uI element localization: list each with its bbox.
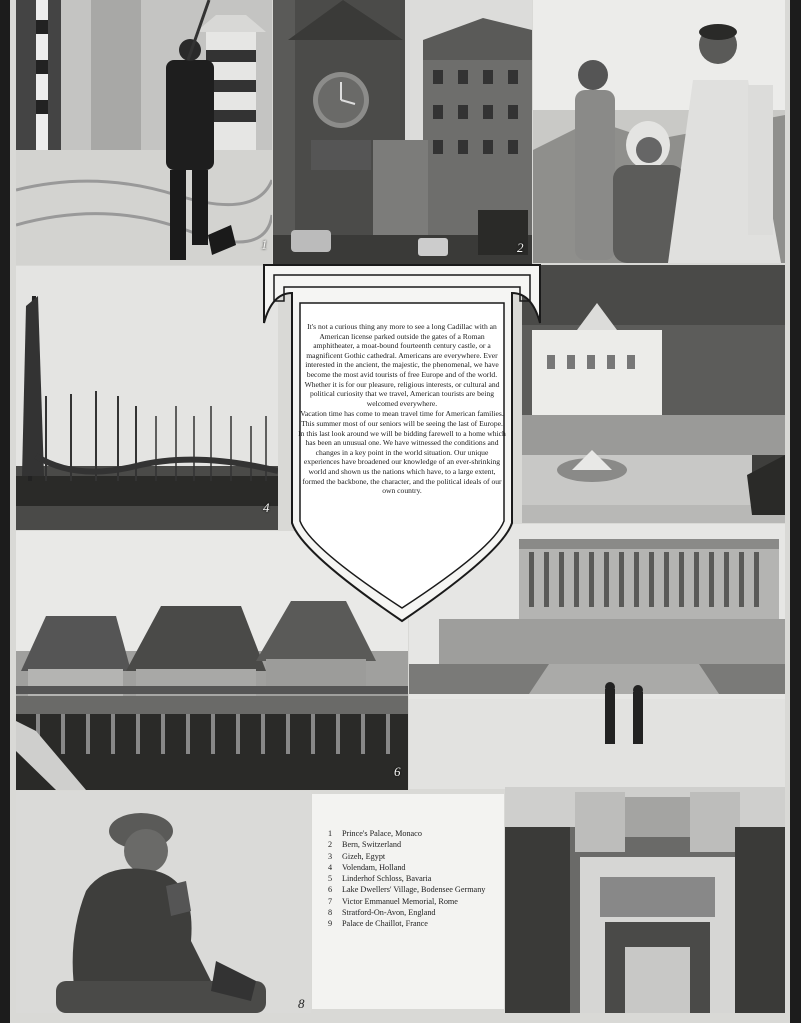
photo-number-6: 6 — [394, 764, 401, 779]
caption-item: 4 Volendam, Holland — [328, 862, 406, 872]
caption-item: 7 Victor Emmanuel Memorial, Rome — [328, 896, 458, 906]
essay-paragraph-1: It's not a curious thing any more to see a long Cadillac with an American license parked outside the gates of a Roman amphitheater, a moat-bound fourteenth century castle, or a magnificent Gothic cathedral. Americans are everywhere. Ever interested in the ancient, the majestic, the phenomenal, we have become the most avid tourists of free Europe and of the world. Whether it is for our pleasure, religious interests, or cultural and political curiosity that we travel, American tourists are being welcomed everywhere. — [304, 322, 500, 408]
photo-linderhof-schloss — [522, 265, 785, 523]
essay-paragraph-2: Vacation time has come to mean travel time for American families. This summer most of our seniors will be seeing the last of Europe. In this last look around we will be bidding farewell to a home which has been an unusual one. We have witnessed the conditions and changes in a key point in the world situation. Our unique experiences have broadened our knowledge of an ever-shrinking world and shown us the nations which have, to a large extent, formed the backbone, the character, and the political ideals of our own country. — [298, 409, 506, 496]
photo-captions-list — [328, 828, 488, 930]
photo-palais-de-chaillot — [505, 787, 785, 1013]
caption-item: 1 Prince's Palace, Monaco — [328, 829, 422, 838]
photo-volendam-boats — [16, 266, 278, 530]
caption-item: 6 Lake Dwellers' Village, Bodensee Germany — [328, 885, 486, 895]
photo-gizeh-children — [533, 0, 785, 263]
photo-monaco-guard — [16, 0, 272, 265]
caption-item: 3 Gizeh, Egypt — [328, 851, 386, 861]
photo-stratford-statue — [16, 791, 311, 1013]
caption-item: 9 Palace de Chaillot, France — [328, 919, 428, 929]
photo-number-2: 2 — [517, 240, 524, 255]
photo-number-1: 1 — [261, 237, 268, 252]
photo-bern-clock-tower — [273, 0, 532, 265]
caption-item: 2 Bern, Switzerland — [328, 840, 402, 850]
photo-number-8: 8 — [298, 996, 305, 1011]
essay-text — [298, 322, 506, 582]
photo-captions-panel — [312, 794, 504, 1009]
photo-number-4: 4 — [263, 500, 270, 515]
caption-item: 8 Stratford-On-Avon, England — [328, 908, 436, 918]
caption-item: 5 Linderhof Schloss, Bavaria — [328, 874, 432, 884]
